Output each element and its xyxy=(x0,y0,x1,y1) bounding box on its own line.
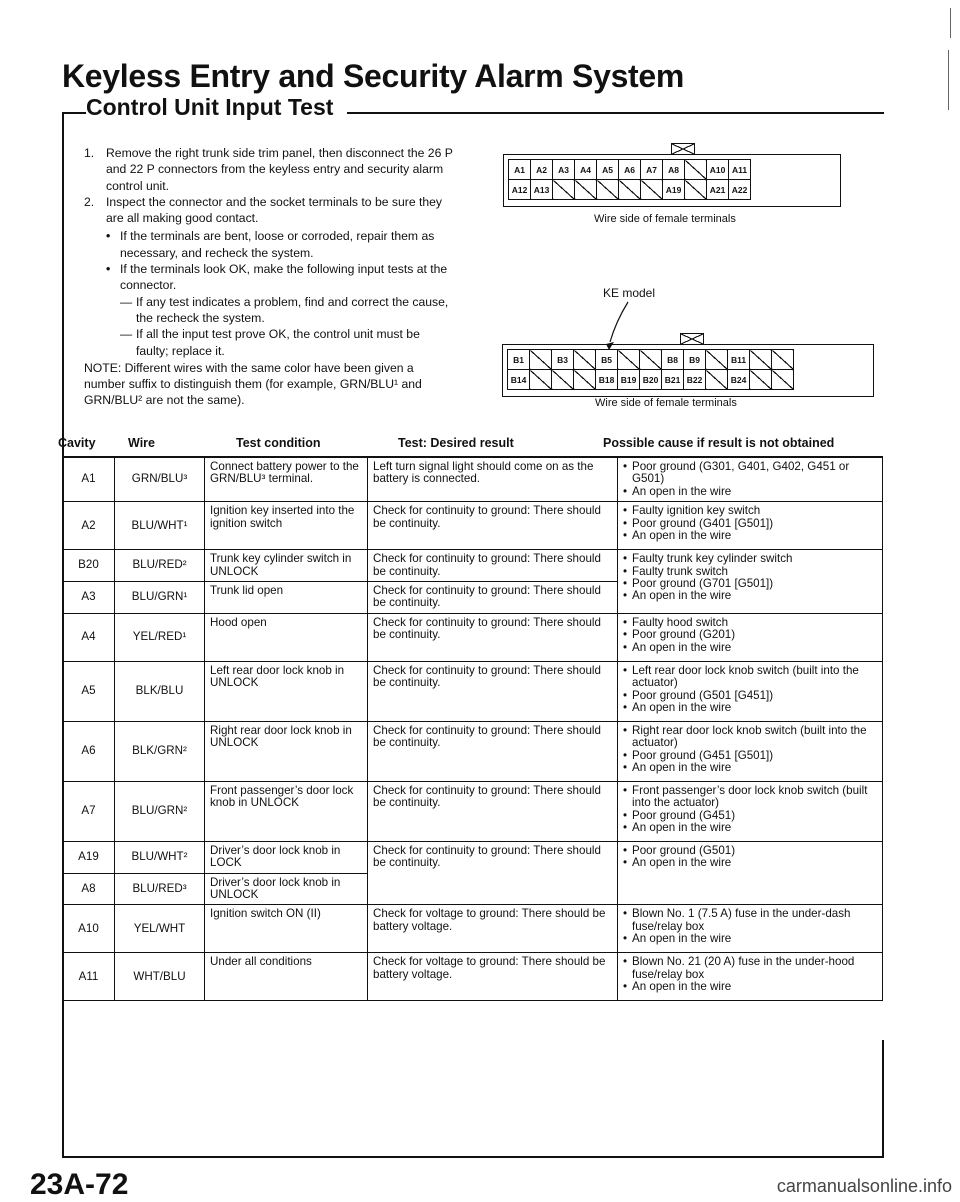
page-title: Keyless Entry and Security Alarm System xyxy=(62,58,685,94)
terminal-cavity: A2 xyxy=(531,160,553,180)
wire-cell: BLU/GRN² xyxy=(115,781,205,841)
connector-row xyxy=(509,160,751,180)
result-cell: Check for continuity to ground: There should be continuity. xyxy=(368,661,618,721)
bullet-icon: • xyxy=(623,748,628,762)
table-row xyxy=(63,721,883,781)
cause-text: Poor ground (G401 [G501]) xyxy=(632,516,774,530)
step-2-bullets xyxy=(106,228,454,358)
terminal-cavity: B9 xyxy=(684,350,706,370)
condition-cell: Ignition key inserted into the ignition switch xyxy=(205,502,368,550)
terminal-cavity: A3 xyxy=(553,160,575,180)
cavity-cell: A7 xyxy=(63,781,115,841)
connector-row xyxy=(508,370,794,390)
cause-text: An open in the wire xyxy=(632,529,732,543)
empty-cavity xyxy=(575,180,597,200)
empty-cavity xyxy=(706,350,728,370)
cause-text: An open in the wire xyxy=(632,980,732,994)
result-cell: Left turn signal light should come on as the battery is connected. xyxy=(368,457,618,502)
connector-a-caption: Wire side of female terminals xyxy=(594,213,736,225)
empty-cavity xyxy=(597,180,619,200)
condition-cell: Left rear door lock knob in UNLOCK xyxy=(205,661,368,721)
input-test-table xyxy=(62,456,883,1001)
empty-cavity xyxy=(618,350,640,370)
bullet-item xyxy=(106,228,454,261)
condition-cell: Under all conditions xyxy=(205,953,368,1001)
empty-cavity xyxy=(772,350,794,370)
bullet-icon: • xyxy=(623,843,628,857)
cause-item xyxy=(623,702,877,714)
cause-item xyxy=(623,857,877,869)
terminal-cavity: B3 xyxy=(552,350,574,370)
empty-cavity xyxy=(619,180,641,200)
bullet-icon: • xyxy=(623,783,628,797)
terminal-cavity: A1 xyxy=(509,160,531,180)
bullet-icon: • xyxy=(623,615,628,629)
wire-cell: GRN/BLU³ xyxy=(115,457,205,502)
cause-cell xyxy=(618,661,883,721)
wire-cell: YEL/RED¹ xyxy=(115,613,205,661)
cause-text: Right rear door lock knob switch (built into the actuator) xyxy=(632,723,867,750)
terminal-cavity: A4 xyxy=(575,160,597,180)
section-header xyxy=(62,94,884,120)
terminal-cavity: A21 xyxy=(707,180,729,200)
cavity-cell: A5 xyxy=(63,661,115,721)
step-number: 1. xyxy=(84,146,95,160)
table-row xyxy=(63,457,883,502)
condition-cell: Right rear door lock knob in UNLOCK xyxy=(205,721,368,781)
column-header-result: Test: Desired result xyxy=(398,436,514,450)
cause-text: Poor ground (G301, G401, G402, G451 or G501) xyxy=(632,460,850,486)
dash-text: If all the input test prove OK, the control unit must be faulty; replace it. xyxy=(136,327,420,358)
cause-item xyxy=(623,762,877,774)
result-cell: Check for continuity to ground: There should be continuity. xyxy=(368,841,618,905)
step-text: Inspect the connector and the socket terminals to be sure they are all making good contact. xyxy=(106,194,443,226)
terminal-cavity: B14 xyxy=(508,370,530,390)
cause-text: Poor ground (G451) xyxy=(632,808,736,822)
cause-text: Poor ground (G501 [G451]) xyxy=(632,688,774,702)
result-cell: Check for voltage to ground: There should be battery voltage. xyxy=(368,953,618,1001)
empty-cavity xyxy=(574,370,596,390)
bullet-icon: • xyxy=(623,761,628,775)
cause-cell xyxy=(618,781,883,841)
empty-cavity xyxy=(750,350,772,370)
terminal-cavity: A5 xyxy=(597,160,619,180)
result-cell: Check for continuity to ground: There should be continuity. xyxy=(368,582,618,614)
cause-cell xyxy=(618,550,883,614)
connector-row xyxy=(508,350,794,370)
bullet-icon: • xyxy=(623,907,628,921)
wire-cell: WHT/BLU xyxy=(115,953,205,1001)
terminal-cavity: B19 xyxy=(618,370,640,390)
condition-cell: Ignition switch ON (II) xyxy=(205,905,368,953)
terminal-cavity: B1 xyxy=(508,350,530,370)
ke-model-label: KE model xyxy=(603,286,656,300)
condition-cell: Driver’s door lock knob in LOCK xyxy=(205,841,368,873)
cause-text: Faulty hood switch xyxy=(632,615,729,629)
terminal-cavity: A12 xyxy=(509,180,531,200)
step-1 xyxy=(84,145,454,194)
dash-item xyxy=(120,294,454,327)
dash-item xyxy=(120,326,454,359)
terminal-cavity: A7 xyxy=(641,160,663,180)
section-title: Control Unit Input Test xyxy=(86,94,347,121)
terminal-cavity: B18 xyxy=(596,370,618,390)
cause-text: Poor ground (G451 [G501]) xyxy=(632,748,774,762)
cause-text: Faulty ignition key switch xyxy=(632,504,761,518)
table-row xyxy=(63,841,883,873)
cause-item xyxy=(623,505,877,517)
cause-item xyxy=(623,486,877,498)
empty-cavity xyxy=(530,370,552,390)
table-row xyxy=(63,953,883,1001)
empty-cavity xyxy=(640,350,662,370)
cavity-cell: A8 xyxy=(63,873,115,905)
column-header-cause: Possible cause if result is not obtained xyxy=(603,436,835,450)
cause-text: An open in the wire xyxy=(632,701,732,715)
bullet-icon: • xyxy=(623,577,628,591)
cavity-cell: A10 xyxy=(63,905,115,953)
cause-item xyxy=(623,725,877,750)
cause-item xyxy=(623,981,877,993)
empty-cavity xyxy=(641,180,663,200)
frame-right-line xyxy=(882,1040,884,1158)
terminal-cavity: A10 xyxy=(707,160,729,180)
cause-text: An open in the wire xyxy=(632,821,732,835)
ke-model-pointer xyxy=(600,300,640,350)
wire-cell: BLU/RED³ xyxy=(115,873,205,905)
cavity-cell: A11 xyxy=(63,953,115,1001)
cause-text: Poor ground (G501) xyxy=(632,843,736,857)
bullet-icon: • xyxy=(623,552,628,566)
bullet-icon: • xyxy=(623,484,628,498)
cavity-cell: A6 xyxy=(63,721,115,781)
cavity-cell: B20 xyxy=(63,550,115,582)
bullet-icon: • xyxy=(623,856,628,870)
cause-text: An open in the wire xyxy=(632,484,732,498)
cause-text: Faulty trunk switch xyxy=(632,564,728,578)
bullet-icon: • xyxy=(623,529,628,543)
bullet-icon: • xyxy=(106,262,111,277)
bullet-icon: • xyxy=(623,628,628,642)
terminal-cavity: A11 xyxy=(729,160,751,180)
table-row xyxy=(63,550,883,582)
empty-cavity xyxy=(685,180,707,200)
cavity-cell: A1 xyxy=(63,457,115,502)
page-edge-mark xyxy=(948,50,949,110)
cause-item xyxy=(623,956,877,981)
cause-cell xyxy=(618,905,883,953)
bullet-icon: • xyxy=(623,980,628,994)
cause-cell xyxy=(618,613,883,661)
page-edge-mark xyxy=(950,8,951,38)
condition-cell: Front passenger’s door lock knob in UNLOCK xyxy=(205,781,368,841)
instruction-steps xyxy=(84,145,454,409)
bullet-icon: • xyxy=(623,564,628,578)
wire-cell: BLK/GRN² xyxy=(115,721,205,781)
column-header-wire: Wire xyxy=(128,436,155,450)
cause-text: An open in the wire xyxy=(632,761,732,775)
cause-item xyxy=(623,530,877,542)
bullet-icon: • xyxy=(623,589,628,603)
connector-a-grid xyxy=(508,159,751,200)
cause-item xyxy=(623,665,877,690)
table-row xyxy=(63,781,883,841)
wire-cell: BLU/WHT² xyxy=(115,841,205,873)
cause-item xyxy=(623,553,877,565)
terminal-cavity: A22 xyxy=(729,180,751,200)
wire-cell: YEL/WHT xyxy=(115,905,205,953)
result-cell: Check for continuity to ground: There should be continuity. xyxy=(368,502,618,550)
step-text: Remove the right trunk side trim panel, then disconnect the 26 P and 22 P connectors from the keyless entry and security alarm control unit. xyxy=(106,146,453,193)
condition-cell: Trunk key cylinder switch in UNLOCK xyxy=(205,550,368,582)
table-row xyxy=(63,613,883,661)
bullet-icon: • xyxy=(623,504,628,518)
empty-cavity xyxy=(552,370,574,390)
bullet-text: If the terminals are bent, loose or corroded, repair them as necessary, and recheck the system. xyxy=(120,229,435,260)
column-header-condition: Test condition xyxy=(236,436,321,450)
bullet-icon: • xyxy=(623,460,628,473)
bullet-icon: • xyxy=(623,821,628,835)
page-number: 23A-72 xyxy=(30,1168,129,1201)
condition-cell: Driver’s door lock knob in UNLOCK xyxy=(205,873,368,905)
cause-item xyxy=(623,629,877,641)
result-cell: Check for continuity to ground: There should be continuity. xyxy=(368,721,618,781)
empty-cavity xyxy=(685,160,707,180)
cause-text: Blown No. 21 (20 A) fuse in the under-hood fuse/relay box xyxy=(632,955,855,981)
bullet-icon: • xyxy=(623,516,628,530)
cause-text: Front passenger’s door lock knob switch (built into the actuator) xyxy=(632,783,868,810)
terminal-cavity: A8 xyxy=(663,160,685,180)
empty-cavity xyxy=(553,180,575,200)
result-cell: Check for continuity to ground: There should be continuity. xyxy=(368,613,618,661)
wire-cell: BLU/GRN¹ xyxy=(115,582,205,614)
terminal-cavity: A13 xyxy=(531,180,553,200)
cavity-cell: A4 xyxy=(63,613,115,661)
bullet-icon: • xyxy=(106,229,111,244)
cause-text: An open in the wire xyxy=(632,640,732,654)
dash-text: If any test indicates a problem, find and correct the cause, the recheck the system. xyxy=(136,294,449,325)
cause-text: Poor ground (G201) xyxy=(632,628,736,642)
cause-item xyxy=(623,590,877,602)
wire-cell: BLU/RED² xyxy=(115,550,205,582)
dash-icon: — xyxy=(120,294,133,309)
cause-text: Left rear door lock knob switch (built into the actuator) xyxy=(632,663,859,690)
table-row xyxy=(63,905,883,953)
cause-item xyxy=(623,822,877,834)
cavity-cell: A3 xyxy=(63,582,115,614)
dash-icon: — xyxy=(120,327,133,342)
cause-cell xyxy=(618,457,883,502)
result-cell: Check for continuity to ground: There should be continuity. xyxy=(368,781,618,841)
table-row xyxy=(63,661,883,721)
empty-cavity xyxy=(772,370,794,390)
wire-cell: BLU/WHT¹ xyxy=(115,502,205,550)
condition-cell: Trunk lid open xyxy=(205,582,368,614)
bullet-icon: • xyxy=(623,932,628,946)
bullet-icon: • xyxy=(623,955,628,969)
connector-b-caption: Wire side of female terminals xyxy=(595,397,737,409)
empty-cavity xyxy=(750,370,772,390)
result-cell: Check for voltage to ground: There should be battery voltage. xyxy=(368,905,618,953)
cause-cell xyxy=(618,841,883,905)
terminal-cavity: B8 xyxy=(662,350,684,370)
cause-item xyxy=(623,933,877,945)
cause-item xyxy=(623,908,877,933)
bullet-icon: • xyxy=(623,688,628,702)
cause-cell xyxy=(618,502,883,550)
terminal-cavity: B24 xyxy=(728,370,750,390)
note-text: NOTE: Different wires with the same color have been given a number suffix to distinguish them (for example, GRN/BLU¹ and GRN/BLU² are not the same). xyxy=(84,360,422,408)
terminal-cavity: B22 xyxy=(684,370,706,390)
wire-cell: BLK/BLU xyxy=(115,661,205,721)
terminal-cavity: B20 xyxy=(640,370,662,390)
cause-text: Blown No. 1 (7.5 A) fuse in the under-dash fuse/relay box xyxy=(632,907,851,933)
terminal-cavity: B5 xyxy=(596,350,618,370)
bullet-icon: • xyxy=(623,663,628,677)
cause-cell xyxy=(618,721,883,781)
site-watermark: carmanualsonline.info xyxy=(776,1176,952,1196)
bullet-icon: • xyxy=(623,723,628,737)
empty-cavity xyxy=(530,350,552,370)
empty-cavity xyxy=(574,350,596,370)
step-number: 2. xyxy=(84,194,95,209)
cause-text: An open in the wire xyxy=(632,932,732,946)
cavity-cell: A2 xyxy=(63,502,115,550)
bullet-icon: • xyxy=(623,701,628,715)
terminal-cavity: B11 xyxy=(728,350,750,370)
terminal-cavity: A6 xyxy=(619,160,641,180)
table-row xyxy=(63,502,883,550)
cause-text: Poor ground (G701 [G501]) xyxy=(632,577,774,591)
cavity-cell: A19 xyxy=(63,841,115,873)
connector-row xyxy=(509,180,751,200)
condition-cell: Hood open xyxy=(205,613,368,661)
frame-bottom-line xyxy=(62,1156,884,1158)
bullet-text: If the terminals look OK, make the following input tests at the connector. xyxy=(120,262,448,293)
cause-item xyxy=(623,461,877,486)
cause-text: Faulty trunk key cylinder switch xyxy=(632,552,793,566)
dash-list xyxy=(120,294,454,359)
column-header-cavity: Cavity xyxy=(58,436,96,450)
empty-cavity xyxy=(706,370,728,390)
bullet-icon: • xyxy=(623,808,628,822)
bullet-item xyxy=(106,261,454,294)
bullet-icon: • xyxy=(623,640,628,654)
cause-text: An open in the wire xyxy=(632,589,732,603)
connector-b-grid xyxy=(507,349,794,390)
cause-cell xyxy=(618,953,883,1001)
result-cell: Check for continuity to ground: There should be continuity. xyxy=(368,550,618,582)
cause-text: An open in the wire xyxy=(632,856,732,870)
condition-cell: Connect battery power to the GRN/BLU³ terminal. xyxy=(205,457,368,502)
cause-item xyxy=(623,785,877,810)
step-2 xyxy=(84,194,454,227)
terminal-cavity: B21 xyxy=(662,370,684,390)
terminal-cavity: A19 xyxy=(663,180,685,200)
cause-item xyxy=(623,642,877,654)
